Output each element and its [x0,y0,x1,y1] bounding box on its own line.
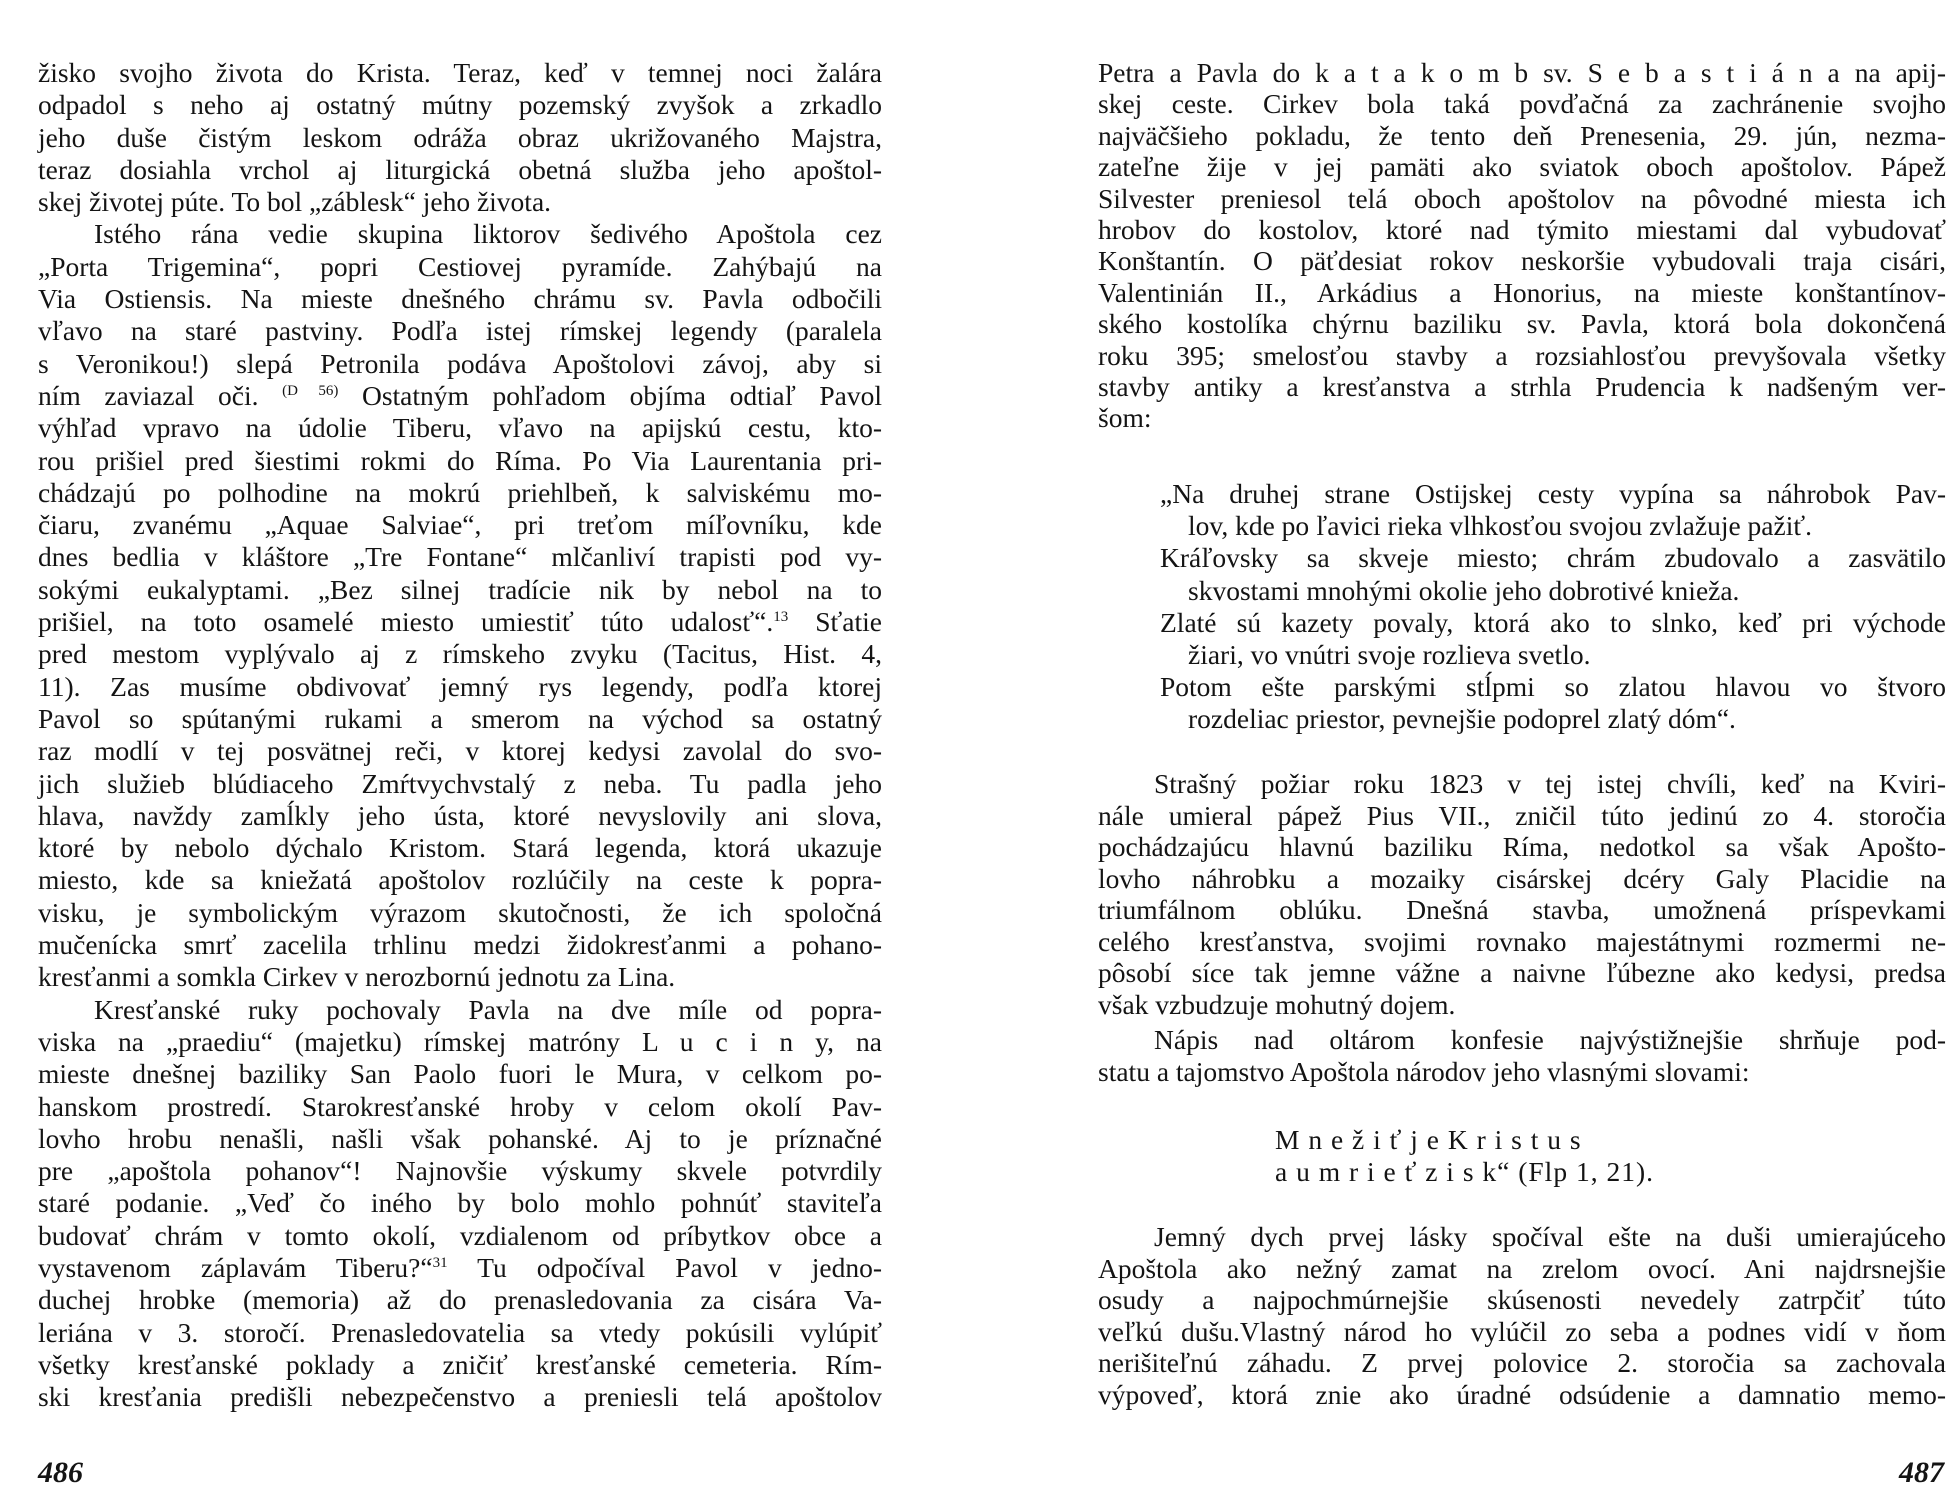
text-line [38,1252,882,1284]
text-line: rou prišiel pred šiestimi rokmi do Ríma. Po Via Laurentania pri- [38,444,882,476]
text-line: skej životej púte. To bol „záblesk“ jeho života. [38,186,552,218]
text-line: Kráľovsky sa skveje miesto; chrám zbudovalo a zasvätilo [1160,542,1946,574]
text-line: Pavol so spútanými rukami a smerom na východ sa ostatný [38,702,882,734]
text-segment: ním zaviazal oči. [38,379,283,411]
text-line: visku, je symbolickým výrazom skutočnosti, že ich spoločná [38,896,882,928]
text-line: hrobov do kostolov, ktoré nad týmito miestami dal vybudovať [1098,213,1946,245]
text-line: rozdeliac priestor, pevnejšie podoprel zlatý dóm“. [1188,703,1736,735]
text-line: všetky kresťanské poklady a zničiť kresťanské cemeteria. Rím- [38,1348,882,1380]
text-line: sokými eukalyptami. „Bez silnej tradície nik by nebol na to [38,573,882,605]
text-line: Kresťanské ruky pochovaly Pavla na dve míle od popra- [94,993,882,1025]
text-line: celého kresťanstva, svojimi rovnako majestátnymi rozmermi ne- [1098,925,1946,957]
text-line: staré podanie. „Veď čo iného by bolo mohlo pohnúť staviteľa [38,1187,882,1219]
prudentius-verse-quote [1160,478,1946,736]
text-line: výpoveď, ktorá znie ako úradné odsúdenie a damnatio memo- [1098,1378,1946,1410]
page-number-right: 487 [1899,1456,1944,1489]
text-line: 11). Zas musíme obdivovať jemný rys legendy, podľa ktorej [38,670,882,702]
text-line: pôsobí síce tak jemne vážne a naivne ľúbezne ako kedysi, predsa [1098,957,1946,988]
text-line: pred mestom vyplývalo aj z rímskeho zvyku (Tacitus, Hist. 4, [38,638,882,670]
text-line: Silvester preniesol telá oboch apoštolov na pôvodné miesta ich [1098,182,1946,214]
text-segment: Ostatným pohľadom objíma odtiaľ Pavol [338,379,882,411]
text-line: osudy a najpochmúrnejšie skúsenosti nevedely zatrpčiť túto [1098,1284,1946,1315]
text-line: veľkú dušu.Vlastný národ ho vylúčil zo seba a podnes vidí v ňom [1098,1315,1946,1347]
text-line: odpadol s neho aj ostatný mútny pozemský zvyšok a zrkadlo [38,89,882,121]
footnote-reference: 13 [773,608,789,625]
text-line: jich služieb blúdiaceho Zmŕtvychvstalý z neba. Tu padla jeho [38,767,882,799]
text-line: lovho náhrobku a mozaiky cisárskej dcéry Galy Placidie na [1098,862,1946,894]
text-line: Valentinián II., Arkádius a Honorius, na mieste konštantínov- [1098,276,1946,308]
text-line: lov, kde po ľavici rieka vlhkosťou svojou zvlažuje pažiť. [1188,510,1812,542]
text-line: s Veronikou!) slepá Petronila podáva Apoštolovi závoj, aby si [38,347,882,379]
text-line: Potom ešte parskými stĺpmi so zlatou hlavou vo štvoro [1160,671,1946,703]
right-page-paragraph-1 [1098,57,1946,434]
text-line: chádzajú po polhodine na mokrú priehlbeň, k salviskému mo- [38,476,882,508]
text-line: výhľad vpravo na údolie Tiberu, vľavo na apijskú cestu, kto- [38,412,882,444]
text-line: mučenícka smrť zacelila trhlinu medzi židokresťanmi a pohano- [38,929,882,961]
text-line: Strašný požiar roku 1823 v tej istej chvíli, keď na Kviri- [1154,768,1946,799]
text-line: kresťanmi a somkla Cirkev v nerozbornú jednotu za Lina. [38,961,676,993]
text-line: viska na „praediu“ (majetku) rímskej matróny L u c i n y, na [38,1025,882,1057]
text-line: Konštantín. O päťdesiat rokov neskoršie vybudovali traja cisári, [1098,245,1946,277]
text-line: stavby antiky a kresťanstva a strhla Prudencia k nadšeným ver- [1098,370,1946,402]
left-page-text [38,57,882,1413]
right-page-paragraph-4 [1098,1221,1946,1410]
footnote-reference: 31 [432,1254,448,1271]
text-line: triumfálnom oblúku. Dnešná stavba, umožnená príspevkami [1098,894,1946,925]
text-line: však vzbudzuje mohutný dojem. [1098,988,1456,1020]
text-line: šom: [1098,402,1152,434]
text-segment: Sťatie [788,606,882,638]
text-segment: prišiel, na toto osamelé miesto umiestiť túto udalosť“. [38,606,774,638]
page-number-left: 486 [38,1456,83,1489]
text-line: teraz dosiahla vrchol aj liturgická obetná služba jeho apoštol- [38,153,882,185]
text-line [38,380,882,412]
text-line: raz modlí v tej posvätnej reči, v ktorej kedysi zavolal do svo- [38,735,882,767]
text-line: hanskom prostredí. Starokresťanské hroby v celom okolí Pav- [38,1090,882,1122]
text-line: miesto, kde sa kniežatá apoštolov rozlúčily na ceste k popra- [38,864,882,896]
text-line: vľavo na staré pastviny. Podľa istej rímskej legendy (paralela [38,315,882,347]
text-line: ski kresťania predišli nebezpečenstvo a preniesli telá apoštolov [38,1381,882,1413]
text-line: hlava, navždy zamĺkly jeho ústa, ktoré nevyslovily ani slova, [38,799,882,831]
text-line: Istého rána vedie skupina liktorov šedivého Apoštola cez [94,218,882,250]
text-line: M n e ž i ť j e K r i s t u s [1275,1124,1582,1155]
right-page-paragraph-2 [1098,768,1946,1020]
text-segment: Tu odpočíval Pavol v jedno- [447,1251,882,1283]
text-line: budovať chrám v tomto okolí, vzdialenom od príbytkov obce a [38,1219,882,1251]
text-line: lovho hrobu nenašli, našli však pohanské. Aj to je príznačné [38,1122,882,1154]
text-line: žiari, vo vnútri svoje rozlieva svetlo. [1188,638,1591,670]
text-line: čiaru, zvanému „Aquae Salviae“, pri treťom míľovníku, kde [38,509,882,541]
text-line: jeho duše čistým leskom odráža obraz ukrižovaného Majstra, [38,121,882,153]
text-line: „Na druhej strane Ostijskej cesty vypína sa náhrobok Pav- [1160,478,1946,509]
text-line: duchej hrobke (memoria) až do prenasledovania za cisára Va- [38,1284,882,1316]
motto-quote [1275,1124,1875,1187]
text-line: „Porta Trigemina“, popri Cestiovej pyramíde. Zahýbajú na [38,250,882,282]
text-line: mieste dnešnej baziliky San Paolo fuori le Mura, v celkom po- [38,1058,882,1090]
text-segment: vystavenom záplavám Tiberu?“ [38,1251,433,1283]
text-line: Via Ostiensis. Na mieste dnešného chrámu sv. Pavla odbočili [38,283,882,315]
text-line: statu a tajomstvo Apoštola národov jeho vlasnými slovami: [1098,1055,1750,1087]
text-line: najväčšieho pokladu, že tento deň Prenesenia, 29. jún, nezma- [1098,119,1946,151]
text-line: Nápis nad oltárom konfesie najvýstižnejšie shrňuje pod- [1154,1024,1946,1055]
text-line: skej ceste. Cirkev bola taká povďačná za zachránenie svojho [1098,88,1946,120]
text-line: nále umieral pápež Pius VII., zničil túto jedinú zo 4. storočia [1098,799,1946,831]
text-line: zateľne žije v jej pamäti ako sviatok oboch apoštolov. Pápež [1098,151,1946,183]
text-line: žisko svojho života do Krista. Teraz, keď v temnej noci žalára [38,57,882,88]
text-line: Apoštola ako nežný zamat na zrelom ovocí. Ani najdrsnejšie [1098,1252,1946,1284]
text-line: skvostami mnohými okolie jeho dobrotivé knieža. [1188,574,1740,606]
text-line: pochádzajúcu hlavnú baziliku Ríma, nedotkol sa však Apošto- [1098,831,1946,862]
text-line: Petra a Pavla do k a t a k o m b sv. S e b a s t i á n a na apij- [1098,57,1946,88]
text-line: nerišiteľnú záhadu. Z prvej polovice 2. storočia sa zachovala [1098,1347,1946,1378]
text-line: leriána v 3. storočí. Prenasledovatelia sa vtedy pokúsili vylúpiť [38,1316,882,1348]
text-line: pre „apoštola pohanov“! Najnovšie výskumy skvele potvrdily [38,1155,882,1187]
footnote-reference: (D 56) [282,382,339,399]
text-line: ského kostolíka chýrnu baziliku sv. Pavla, ktorá bola dokončená [1098,308,1946,340]
right-page-paragraph-3 [1098,1024,1946,1087]
text-line [38,606,882,638]
text-line: ktoré by nebolo dýchalo Kristom. Stará legenda, ktorá ukazuje [38,832,882,864]
text-line: a u m r i e ť z i s k“ (Flp 1, 21). [1275,1155,1654,1187]
text-line: dnes bedlia v kláštore „Tre Fontane“ mlčanliví trapisti pod vy- [38,541,882,573]
text-line: Zlaté sú kazety povaly, ktorá ako to slnko, keď pri východe [1160,606,1946,638]
text-line: roku 395; smelosťou stavby a rozsiahlosťou prevyšovala všetky [1098,339,1946,371]
text-line: Jemný dych prvej lásky spočíval ešte na duši umierajúceho [1154,1221,1946,1252]
